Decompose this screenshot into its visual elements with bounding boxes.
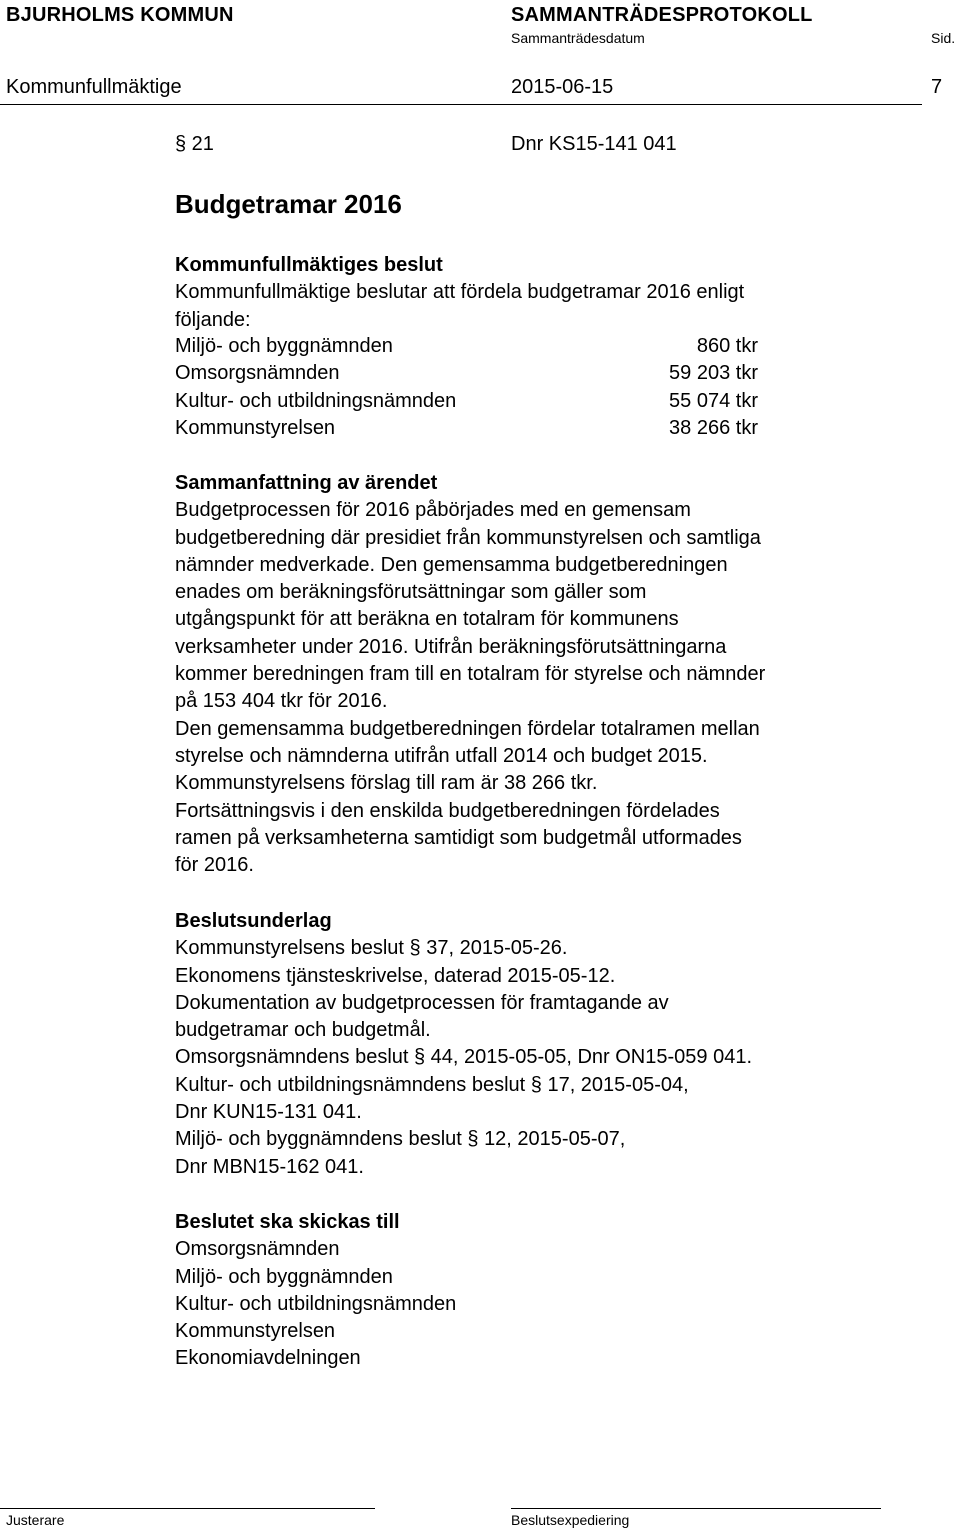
meeting-body: Kommunfullmäktige [6, 76, 182, 98]
allocation-name: Miljö- och byggnämnden [175, 335, 393, 357]
page-number: 7 [931, 76, 943, 98]
allocation-name: Kommunstyrelsen [175, 416, 336, 439]
summary-line: Fortsättningsvis i den enskilda budgetberedningen fördelades [175, 799, 720, 822]
summary-line: Den gemensamma budgetberedningen fördelar totalramen mellan [175, 717, 760, 740]
summary-heading: Sammanfattning av ärendet [175, 472, 438, 494]
summary-section [175, 470, 765, 879]
organization-name: BJURHOLMS KOMMUN [6, 4, 234, 26]
basis-line: Omsorgsnämndens beslut § 44, 2015-05-05, Dnr ON15-059 041. [175, 1046, 753, 1069]
summary-line: enades om beräkningsförutsättningar som gäller som [175, 581, 647, 604]
basis-line: Kommunstyrelsens beslut § 37, 2015-05-26. [175, 937, 568, 960]
basis-heading: Beslutsunderlag [175, 910, 332, 932]
allocation-table [175, 333, 775, 442]
summary-line: ramen på verksamheterna samtidigt som budgetmål utformades [175, 826, 742, 849]
summary-line: kommer beredningen fram till en totalram för styrelse och nämnder [175, 663, 766, 686]
summary-line: på 153 404 tkr för 2016. [175, 690, 388, 713]
dispatch-label: Beslutsexpediering [511, 1512, 630, 1528]
basis-line: budgetramar och budgetmål. [175, 1019, 431, 1042]
allocation-amount: 38 266 tkr [669, 416, 758, 439]
basis-line: Miljö- och byggnämndens beslut § 12, 2015-05-07, [175, 1128, 626, 1151]
decision-line: följande: [175, 308, 251, 331]
document-type: SAMMANTRÄDESPROTOKOLL [511, 4, 813, 26]
allocation-row [175, 415, 775, 442]
allocation-amount: 55 074 tkr [669, 389, 758, 412]
distribution-line: Omsorgsnämnden [175, 1238, 340, 1261]
distribution-line: Ekonomiavdelningen [175, 1347, 361, 1370]
distribution-line: Kommunstyrelsen [175, 1320, 336, 1343]
distribution-section [175, 1209, 456, 1373]
allocation-amount: 59 203 tkr [669, 362, 758, 385]
footer-divider-right [511, 1508, 881, 1509]
summary-line: styrelse och nämnderna utifrån utfall 2014 och budget 2015. [175, 744, 708, 767]
decision-heading: Kommunfullmäktiges beslut [175, 254, 443, 276]
date-label: Sammanträdesdatum [511, 30, 645, 46]
allocation-name: Kultur- och utbildningsnämnden [175, 389, 457, 412]
distribution-line: Miljö- och byggnämnden [175, 1265, 393, 1288]
basis-line: Dokumentation av budgetprocessen för framtagande av [175, 991, 669, 1014]
decision-section [175, 252, 744, 334]
page-label: Sid. [931, 30, 956, 46]
allocation-amount: 860 tkr [696, 335, 758, 357]
summary-line: utgångspunkt för att beräkna en totalram för kommunens [175, 608, 679, 631]
allocation-row [175, 333, 775, 360]
allocation-row [175, 360, 775, 387]
footer-divider-left [0, 1508, 375, 1509]
distribution-line: Kultur- och utbildningsnämnden [175, 1292, 457, 1315]
basis-section [175, 908, 752, 1181]
basis-line: Ekonomens tjänsteskrivelse, daterad 2015-05-12. [175, 964, 616, 987]
decision-line: Kommunfullmäktige beslutar att fördela budgetramar 2016 enligt [175, 281, 745, 304]
allocation-name: Omsorgsnämnden [175, 362, 340, 385]
summary-line: Kommunstyrelsens förslag till ram är 38 266 tkr. [175, 772, 598, 795]
meeting-date: 2015-06-15 [511, 76, 614, 98]
basis-line: Dnr KUN15-131 041. [175, 1101, 362, 1124]
paragraph-number: § 21 [175, 133, 214, 155]
basis-line: Kultur- och utbildningsnämndens beslut § 17, 2015-05-04, [175, 1073, 689, 1096]
summary-line: för 2016. [175, 854, 254, 877]
summary-line: nämnder medverkade. Den gemensamma budgetberedningen [175, 553, 728, 576]
summary-line: budgetberedning där presidiet från kommunstyrelsen och samtliga [175, 526, 761, 549]
case-number: Dnr KS15-141 041 [511, 133, 677, 155]
summary-line: verksamheter under 2016. Utifrån beräkningsförutsättningarna [175, 635, 727, 658]
distribution-heading: Beslutet ska skickas till [175, 1211, 400, 1233]
basis-line: Dnr MBN15-162 041. [175, 1155, 364, 1178]
page-title: Budgetramar 2016 [175, 189, 402, 219]
summary-line: Budgetprocessen för 2016 påbörjades med en gemensam [175, 499, 691, 522]
allocation-row [175, 388, 775, 415]
adjusters-label: Justerare [6, 1512, 65, 1528]
header-divider [0, 104, 922, 105]
